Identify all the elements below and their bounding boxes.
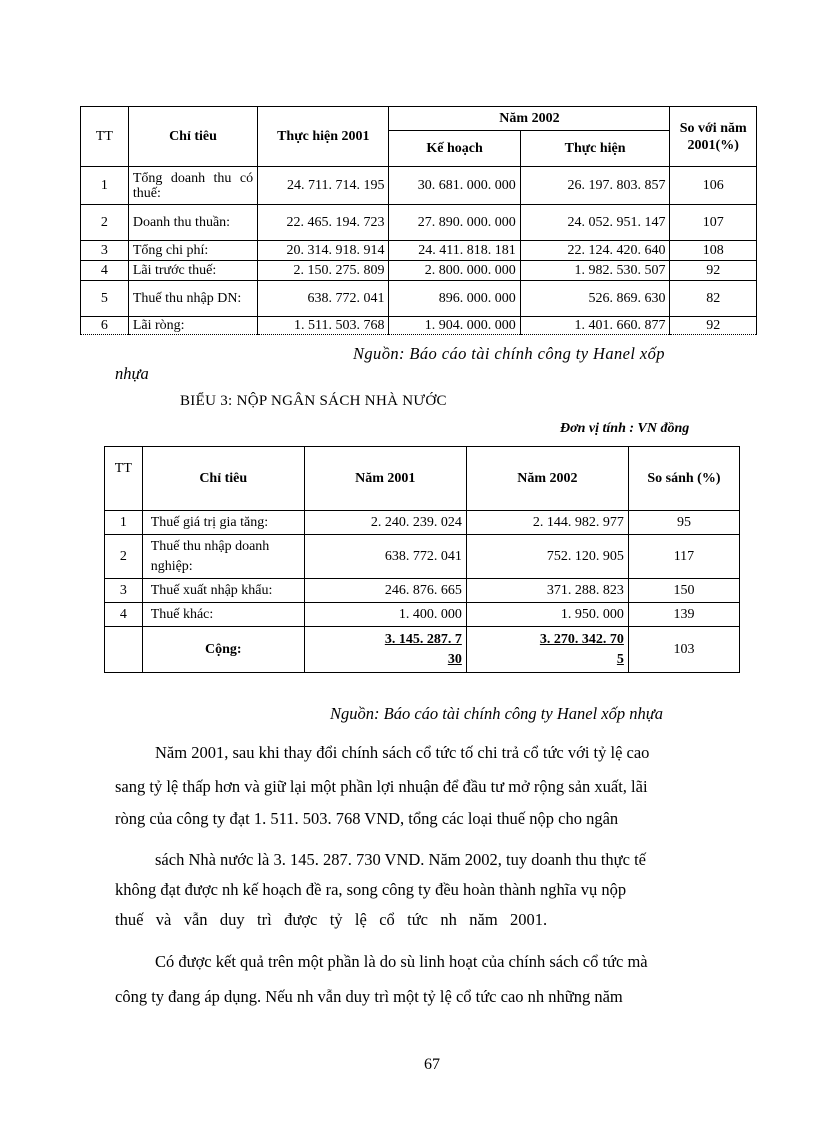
- row-th2001: 24. 711. 714. 195: [258, 167, 389, 205]
- row-thuc-hien: 526. 869. 630: [520, 281, 670, 317]
- table-row: [81, 261, 757, 281]
- source-note-1: Nguồn: Báo cáo tài chính công ty Hanel xốp: [353, 344, 665, 363]
- total-2002: [466, 627, 628, 673]
- financial-results-table: [80, 106, 757, 335]
- row-thuc-hien: 24. 052. 951. 147: [520, 205, 670, 241]
- row-tt: 2: [81, 205, 129, 241]
- table-row: [105, 579, 740, 603]
- row-ke-hoach: 896. 000. 000: [389, 281, 520, 317]
- financial-results-body: [81, 167, 757, 335]
- row-2002: 1. 950. 000: [466, 603, 628, 627]
- row-name: Lãi ròng:: [128, 317, 257, 335]
- col-header-so-voi: So với năm 2001(%): [670, 107, 757, 167]
- row-pct: 82: [670, 281, 757, 317]
- col-header-so-sanh: So sánh (%): [628, 447, 739, 511]
- row-tt: 2: [105, 535, 143, 579]
- paragraph-line: không đạt được nh kế hoạch đề ra, song công ty đều hoàn thành nghĩa vụ nộp: [115, 880, 627, 899]
- paragraph-line: Có được kết quả trên một phần là do sù linh hoạt của chính sách cổ tức mà: [155, 952, 648, 971]
- row-th2001: 638. 772. 041: [258, 281, 389, 317]
- col-header-nam-2001: Năm 2001: [304, 447, 466, 511]
- row-name: Tổng chi phí:: [128, 241, 257, 261]
- col-header-nam-2002: Năm 2002: [466, 447, 628, 511]
- row-thuc-hien: 1. 982. 530. 507: [520, 261, 670, 281]
- row-pct: 150: [628, 579, 739, 603]
- section-title: BIỂU 3: NỘP NGÂN SÁCH NHÀ NƯỚC: [180, 393, 447, 409]
- row-2001: 2. 240. 239. 024: [304, 511, 466, 535]
- source-note-1-cont: nhựa: [115, 364, 149, 383]
- col-header-ke-hoach: Kế hoạch: [389, 131, 520, 167]
- row-ke-hoach: 1. 904. 000. 000: [389, 317, 520, 335]
- row-tt: 6: [81, 317, 129, 335]
- total-pct: 103: [628, 627, 739, 673]
- total-2002-value: 3. 270. 342. 705: [539, 631, 624, 667]
- row-thuc-hien: 22. 124. 420. 640: [520, 241, 670, 261]
- row-name: Thuế xuất nhập khẩu:: [142, 579, 304, 603]
- row-ke-hoach: 30. 681. 000. 000: [389, 167, 520, 205]
- row-pct: 108: [670, 241, 757, 261]
- row-name: Thuế thu nhập doanh nghiệp:: [142, 535, 304, 579]
- col-header-thuc-hien: Thực hiện: [520, 131, 670, 167]
- row-ke-hoach: 24. 411. 818. 181: [389, 241, 520, 261]
- row-name: Thuế giá trị gia tăng:: [142, 511, 304, 535]
- source-note-2: Nguồn: Báo cáo tài chính công ty Hanel xốp nhựa: [330, 704, 663, 723]
- page-number: 67: [424, 1056, 440, 1073]
- row-name: Thuế thu nhập DN:: [128, 281, 257, 317]
- row-2002: 2. 144. 982. 977: [466, 511, 628, 535]
- row-pct: 117: [628, 535, 739, 579]
- col-header-tt: TT: [105, 447, 143, 511]
- row-tt: 5: [81, 281, 129, 317]
- row-ke-hoach: 2. 800. 000. 000: [389, 261, 520, 281]
- row-th2001: 20. 314. 918. 914: [258, 241, 389, 261]
- row-pct: 92: [670, 317, 757, 335]
- total-row: [105, 627, 740, 673]
- table-row: [81, 205, 757, 241]
- state-budget-body: [105, 511, 740, 627]
- table-row: [105, 535, 740, 579]
- total-tt-cell: [105, 627, 143, 673]
- table-row: [81, 167, 757, 205]
- total-2001-value: 3. 145. 287. 730: [384, 631, 462, 667]
- row-tt: 4: [105, 603, 143, 627]
- total-label: Cộng:: [142, 627, 304, 673]
- row-2001: 1. 400. 000: [304, 603, 466, 627]
- row-thuc-hien: 1. 401. 660. 877: [520, 317, 670, 335]
- row-tt: 1: [105, 511, 143, 535]
- col-header-nam-2002: Năm 2002: [389, 107, 670, 131]
- unit-label: Đơn vị tính : VN đồng: [560, 421, 690, 436]
- row-tt: 4: [81, 261, 129, 281]
- total-2001: [304, 627, 466, 673]
- paragraph-line: ròng của công ty đạt 1. 511. 503. 768 VND, tổng các loại thuế nộp cho ngân: [115, 809, 619, 828]
- row-2001: 638. 772. 041: [304, 535, 466, 579]
- row-pct: 95: [628, 511, 739, 535]
- row-name: Tổng doanh thu có thuế:: [128, 167, 257, 205]
- table-row: [105, 511, 740, 535]
- row-th2001: 2. 150. 275. 809: [258, 261, 389, 281]
- row-name: Doanh thu thuần:: [128, 205, 257, 241]
- row-th2001: 1. 511. 503. 768: [258, 317, 389, 335]
- row-tt: 3: [105, 579, 143, 603]
- table-row: [81, 281, 757, 317]
- state-budget-table: [104, 446, 740, 673]
- paragraph-line: Năm 2001, sau khi thay đổi chính sách cổ tức tố chi trả cổ tức với tỷ lệ cao: [155, 743, 650, 762]
- row-ke-hoach: 27. 890. 000. 000: [389, 205, 520, 241]
- col-header-tt: TT: [81, 107, 129, 167]
- row-pct: 107: [670, 205, 757, 241]
- paragraph-line: sang tỷ lệ thấp hơn và giữ lại một phần lợi nhuận để đầu tư mở rộng sản xuất, lãi: [115, 777, 648, 796]
- paragraph-line: thuế và vẫn duy trì được tỷ lệ cổ tức nh năm 2001.: [115, 910, 548, 929]
- col-header-chi-tieu: Chỉ tiêu: [142, 447, 304, 511]
- row-name: Lãi trước thuế:: [128, 261, 257, 281]
- row-tt: 3: [81, 241, 129, 261]
- table-row: [81, 241, 757, 261]
- row-thuc-hien: 26. 197. 803. 857: [520, 167, 670, 205]
- row-2002: 371. 288. 823: [466, 579, 628, 603]
- table-row: [105, 603, 740, 627]
- row-pct: 139: [628, 603, 739, 627]
- row-name: Thuế khác:: [142, 603, 304, 627]
- row-th2001: 22. 465. 194. 723: [258, 205, 389, 241]
- col-header-thuc-hien-2001: Thực hiện 2001: [258, 107, 389, 167]
- row-pct: 92: [670, 261, 757, 281]
- row-2001: 246. 876. 665: [304, 579, 466, 603]
- paragraph-line: sách Nhà nước là 3. 145. 287. 730 VND. Năm 2002, tuy doanh thu thực tế: [155, 850, 646, 869]
- row-pct: 106: [670, 167, 757, 205]
- table-row: [81, 317, 757, 335]
- paragraph-line: công ty đang áp dụng. Nếu nh vẫn duy trì một tỷ lệ cổ tức cao nh những năm: [115, 987, 623, 1006]
- row-2002: 752. 120. 905: [466, 535, 628, 579]
- col-header-chi-tieu: Chỉ tiêu: [128, 107, 257, 167]
- row-tt: 1: [81, 167, 129, 205]
